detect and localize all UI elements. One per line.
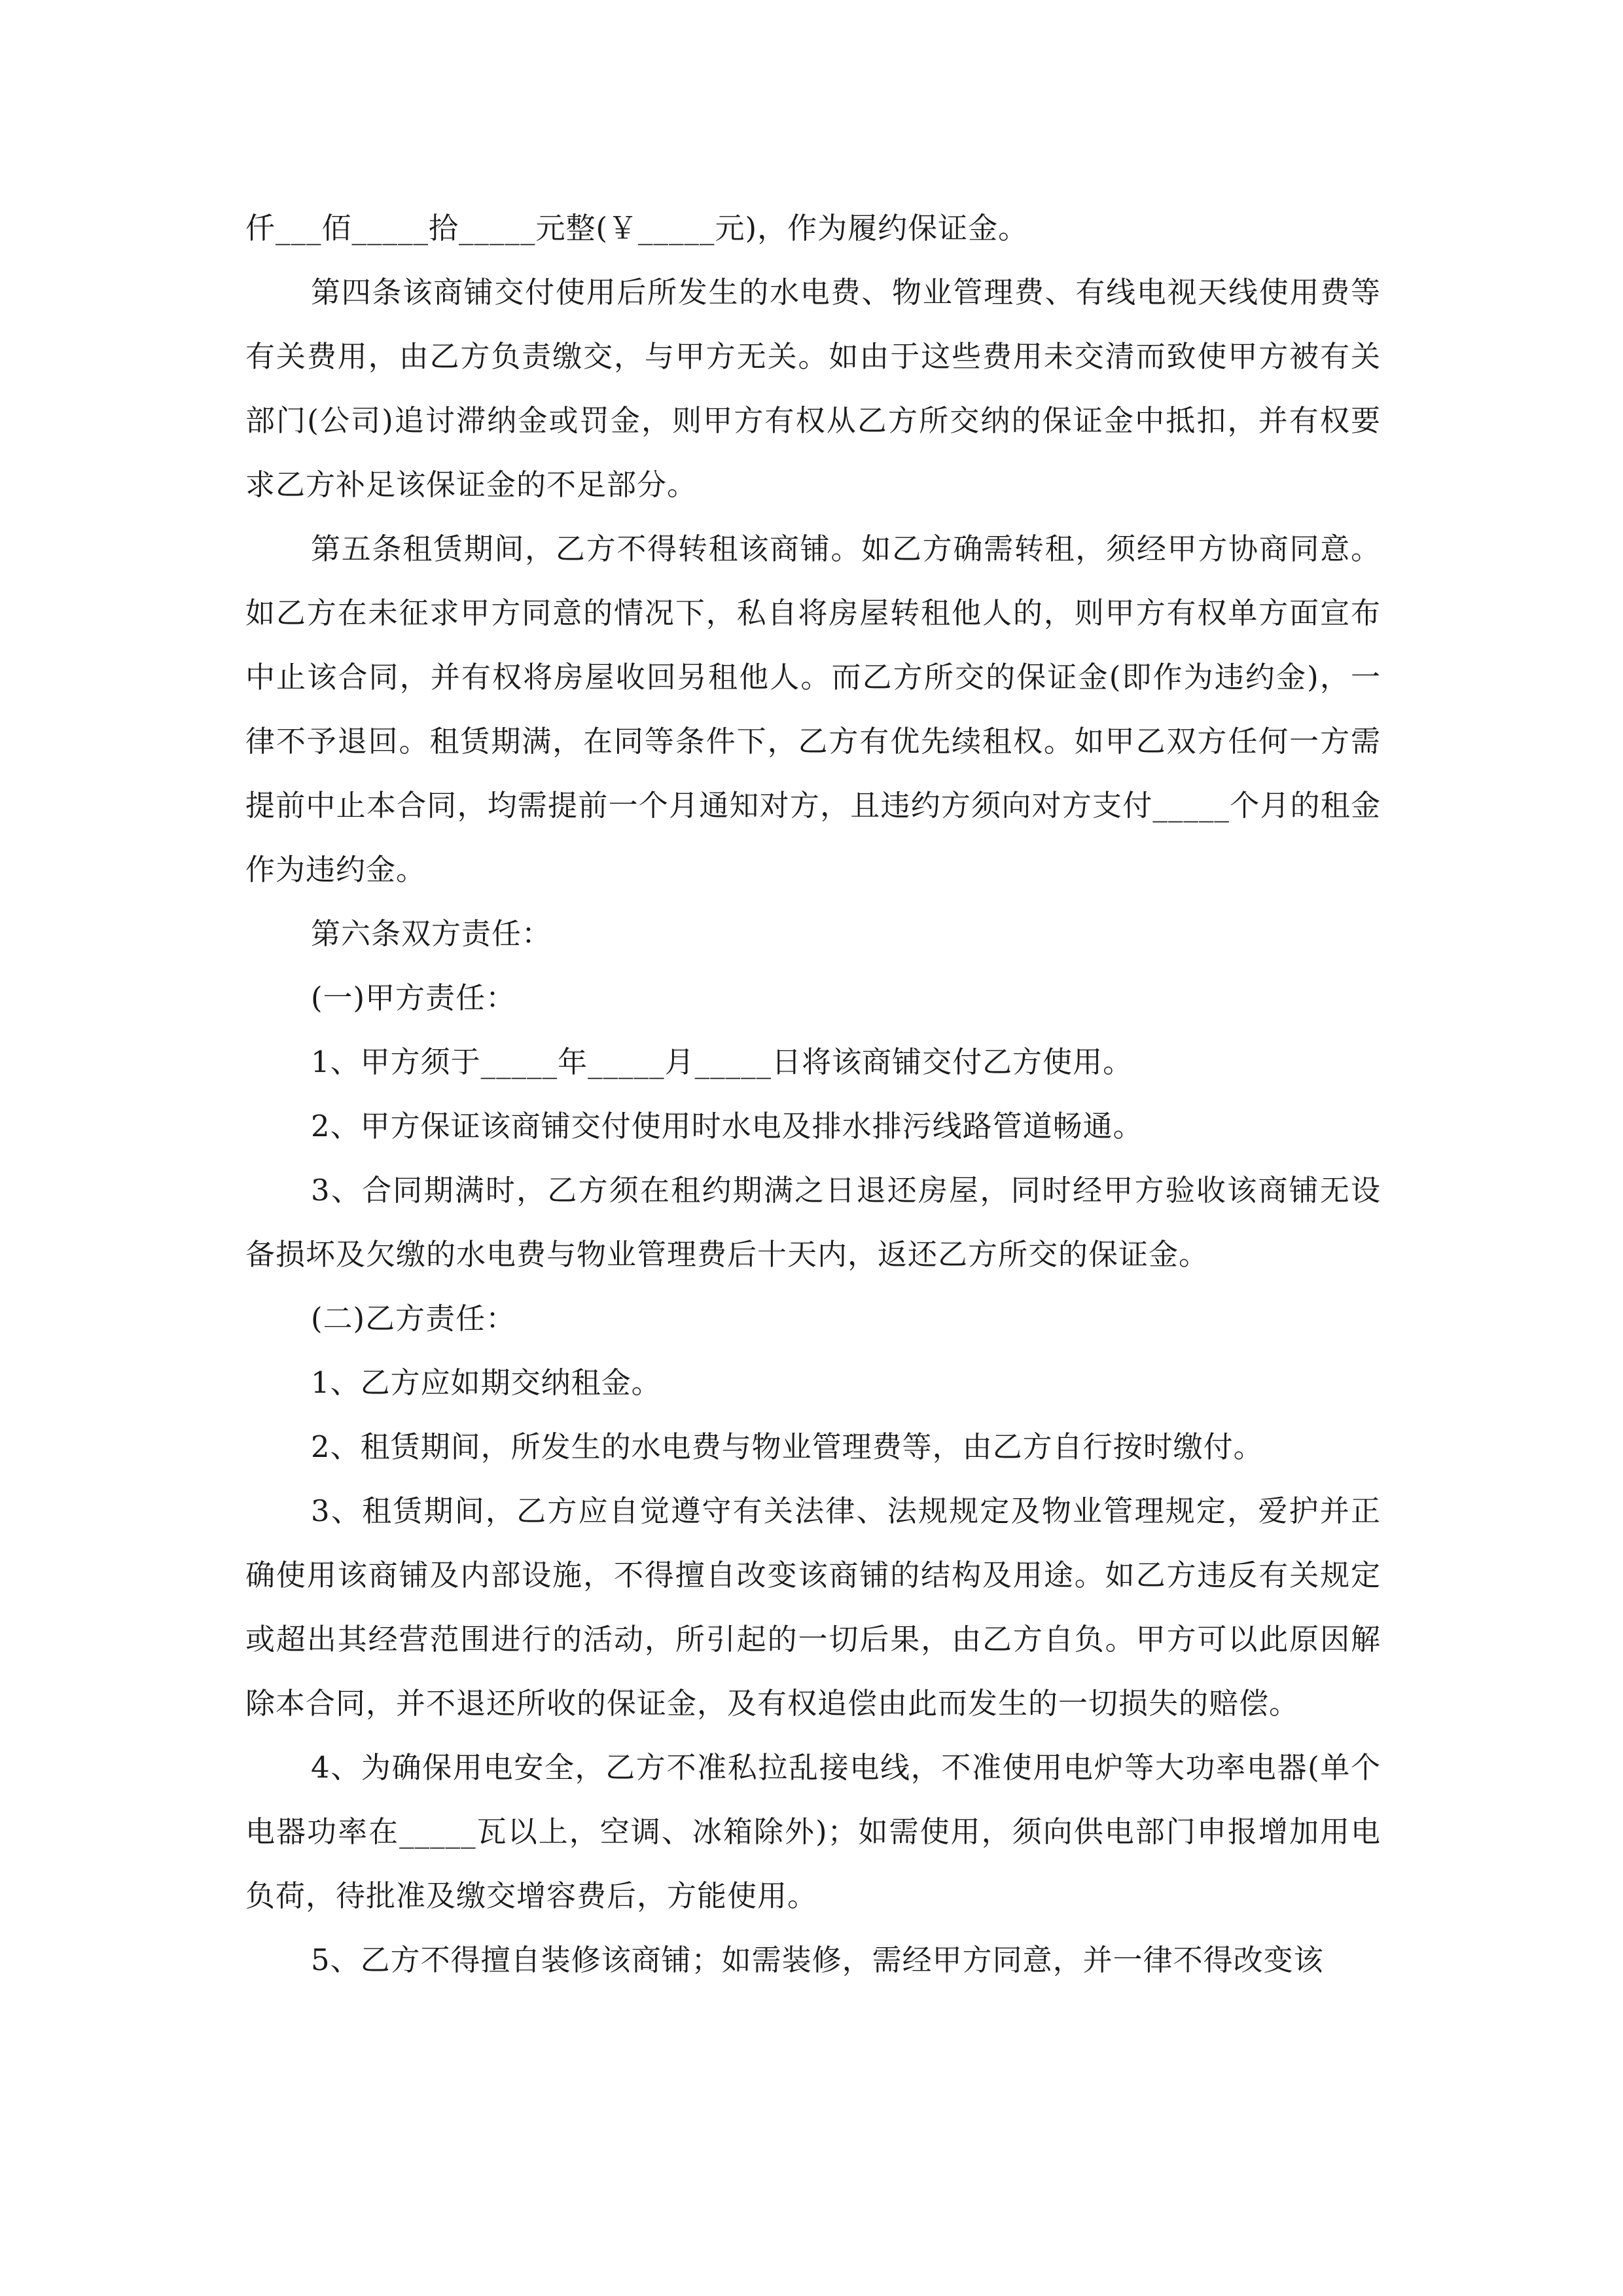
party-b-item-5: 5、乙方不得擅自装修该商铺；如需装修，需经甲方同意，并一律不得改变该: [311, 1943, 1324, 1977]
party-a-item-1: 1、甲方须于_____年_____月_____日将该商铺交付乙方使用。: [311, 1045, 1133, 1079]
deposit-amount-line: 仟___佰_____拾_____元整(￥_____元)，作为履约保证金。: [245, 211, 1029, 245]
party-b-item-2: 2、租赁期间，所发生的水电费与物业管理费等，由乙方自行按时缴付。: [311, 1429, 1264, 1464]
party-b-responsibilities-heading: (二)乙方责任：: [311, 1301, 516, 1336]
party-b-item-4: 4、为确保用电安全，乙方不准私拉乱接电线，不准使用电炉等大功率电器(单个电器功率在_____瓦以上，空调、冰箱除外)；如需使用，须向供电部门申报增加用电负荷，待批准及缴交增容费后，方能使用。: [245, 1750, 1381, 1913]
party-a-item-2: 2、甲方保证该商铺交付使用时水电及排水排污线路管道畅通。: [311, 1109, 1143, 1143]
party-b-item-3: 3、租赁期间，乙方应自觉遵守有关法律、法规规定及物业管理规定，爱护并正确使用该商铺及内部设施，不得擅自改变该商铺的结构及用途。如乙方违反有关规定或超出其经营范围进行的活动，所引起的一切后果，由乙方自负。甲方可以此原因解除本合同，并不退还所收的保证金，及有权追偿由此而发生的一切损失的赔偿。: [245, 1494, 1381, 1721]
party-a-responsibilities-heading: (一)甲方责任：: [311, 980, 516, 1015]
contract-body: [245, 196, 1381, 1992]
article-6-heading: 第六条双方责任：: [311, 916, 552, 951]
article-5-paragraph: 第五条租赁期间，乙方不得转租该商铺。如乙方确需转租，须经甲方协商同意。如乙方在未征求甲方同意的情况下，私自将房屋转租他人的，则甲方有权单方面宣布中止该合同，并有权将房屋收回另租他人。而乙方所交的保证金(即作为违约金)，一律不予退回。租赁期满，在同等条件下，乙方有优先续租权。如甲乙双方任何一方需提前中止本合同，均需提前一个月通知对方，且违约方须向对方支付_____个月的租金作为违约金。: [245, 531, 1381, 887]
party-a-item-3: 3、合同期满时，乙方须在租约期满之日退还房屋，同时经甲方验收该商铺无设备损坏及欠缴的水电费与物业管理费后十天内，返还乙方所交的保证金。: [245, 1173, 1381, 1272]
article-4-paragraph: 第四条该商铺交付使用后所发生的水电费、物业管理费、有线电视天线使用费等有关费用，由乙方负责缴交，与甲方无关。如由于这些费用未交清而致使甲方被有关部门(公司)追讨滞纳金或罚金，则甲方有权从乙方所交纳的保证金中抵扣，并有权要求乙方补足该保证金的不足部分。: [245, 275, 1381, 502]
party-b-item-1: 1、乙方应如期交纳租金。: [311, 1365, 662, 1400]
